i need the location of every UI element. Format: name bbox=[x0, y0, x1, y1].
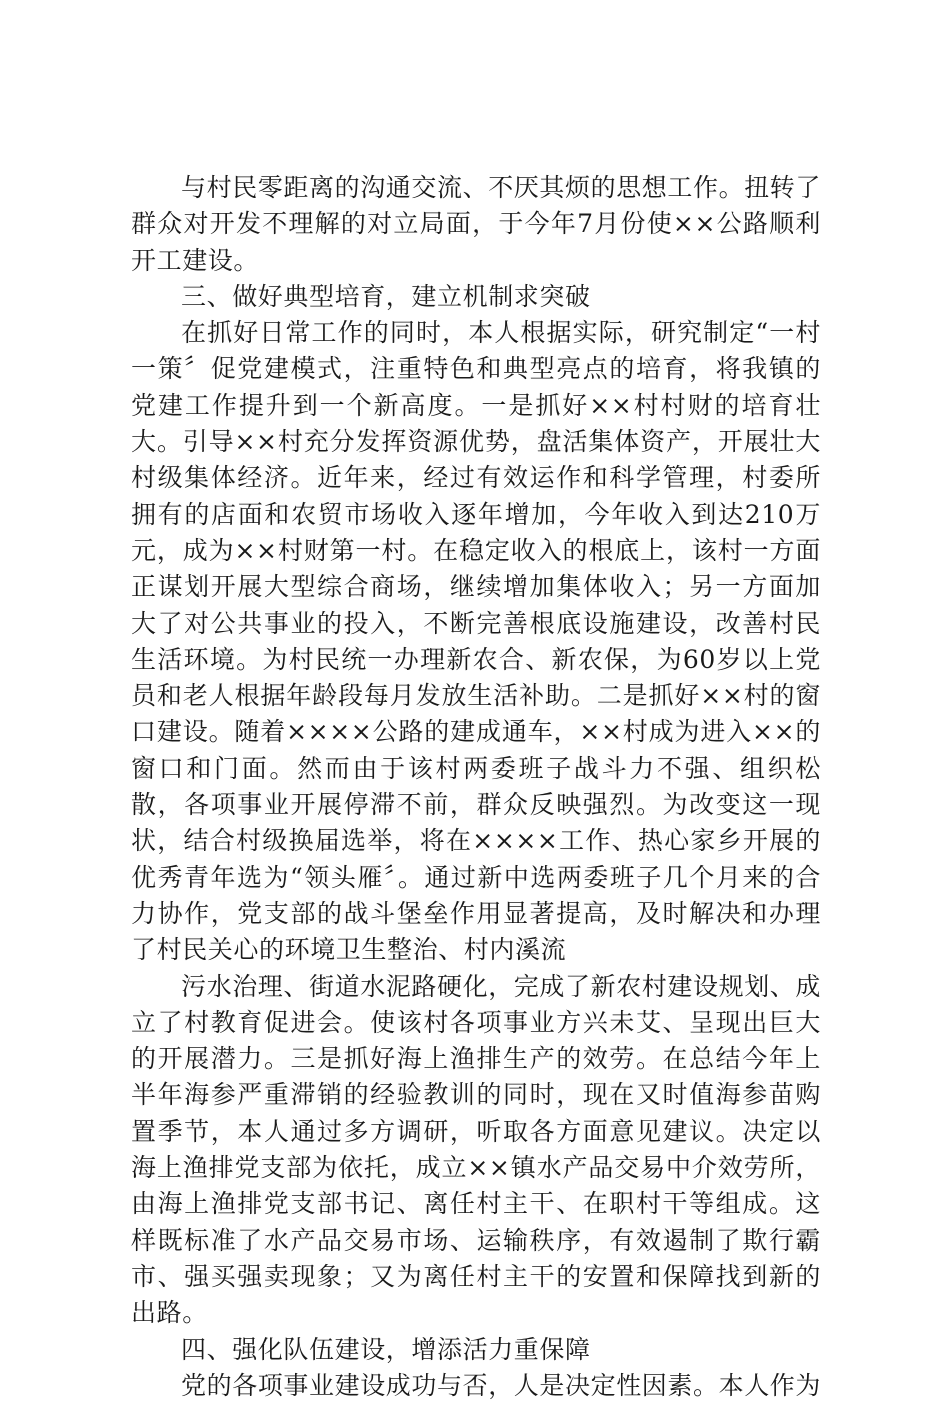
paragraph-typical-cultivation: 在抓好日常工作的同时，本人根据实际，研究制定“一村一策〞促党建模式，注重特色和典型亮点的培育，将我镇的党建工作提升到一个新高度。一是抓好××村村财的培育壮大。引导××村充分发挥资源优势，盘活集体资产，开展壮大村级集体经济。近年来，经过有效运作和科学管理，村委所拥有的店面和农贸市场收入逐年增加，今年收入到达210万元，成为××村财第一村。在稳定收入的根底上，该村一方面正谋划开展大型综合商场，继续增加集体收入；另一方面加大了对公共事业的投入，不断完善根底设施建设，改善村民生活环境。为村民统一办理新农合、新农保，为60岁以上党员和老人根据年龄段每月发放生活补助。二是抓好××村的窗口建设。随着××××公路的建成通车，××村成为进入××的窗口和门面。然而由于该村两委班子战斗力不强、组织松散，各项事业开展停滞不前，群众反映强烈。为改变这一现状，结合村级换届选举，将在××××工作、热心家乡开展的优秀青年选为“领头雁〞。通过新中选两委班子几个月来的合力协作，党支部的战斗堡垒作用显著提高，及时解决和办理了村民关心的环境卫生整治、村内溪流 bbox=[131, 318, 821, 965]
paragraph-team-building: 党的各项事业建设成功与否，人是决定性因素。本人作为 bbox=[181, 1370, 822, 1400]
paragraph-sewage-treatment: 污水治理、街道水泥路硬化，完成了新农村建设规划、成立了村教育促进会。使该村各项事业方兴未艾、呈现出巨大的开展潜力。三是抓好海上渔排生产的效劳。在总结今年上半年海参严重滞销的经验教训的同时，现在又时值海参苗购置季节，本人通过多方调研，听取各方面意见建议。决定以海上渔排党支部为依托，成立××镇水产品交易中介效劳所，由海上渔排党支部书记、离任村主干、在职村干等组成。这样既标准了水产品交易市场、运输秩序，有效遏制了欺行霸市、强买强卖现象；又为离任村主干的安置和保障找到新的出路。 bbox=[131, 971, 822, 1328]
body-text bbox=[131, 170, 821, 1404]
section-heading-3: 三、做好典型培育，建立机制求突破 bbox=[181, 281, 591, 311]
section-heading-4: 四、强化队伍建设，增添活力重保障 bbox=[181, 1334, 591, 1364]
paragraph-continuation: 与村民零距离的沟通交流、不厌其烦的思想工作。扭转了群众对开发不理解的对立局面，于今年7月份使××公路顺利开工建设。 bbox=[131, 173, 822, 275]
